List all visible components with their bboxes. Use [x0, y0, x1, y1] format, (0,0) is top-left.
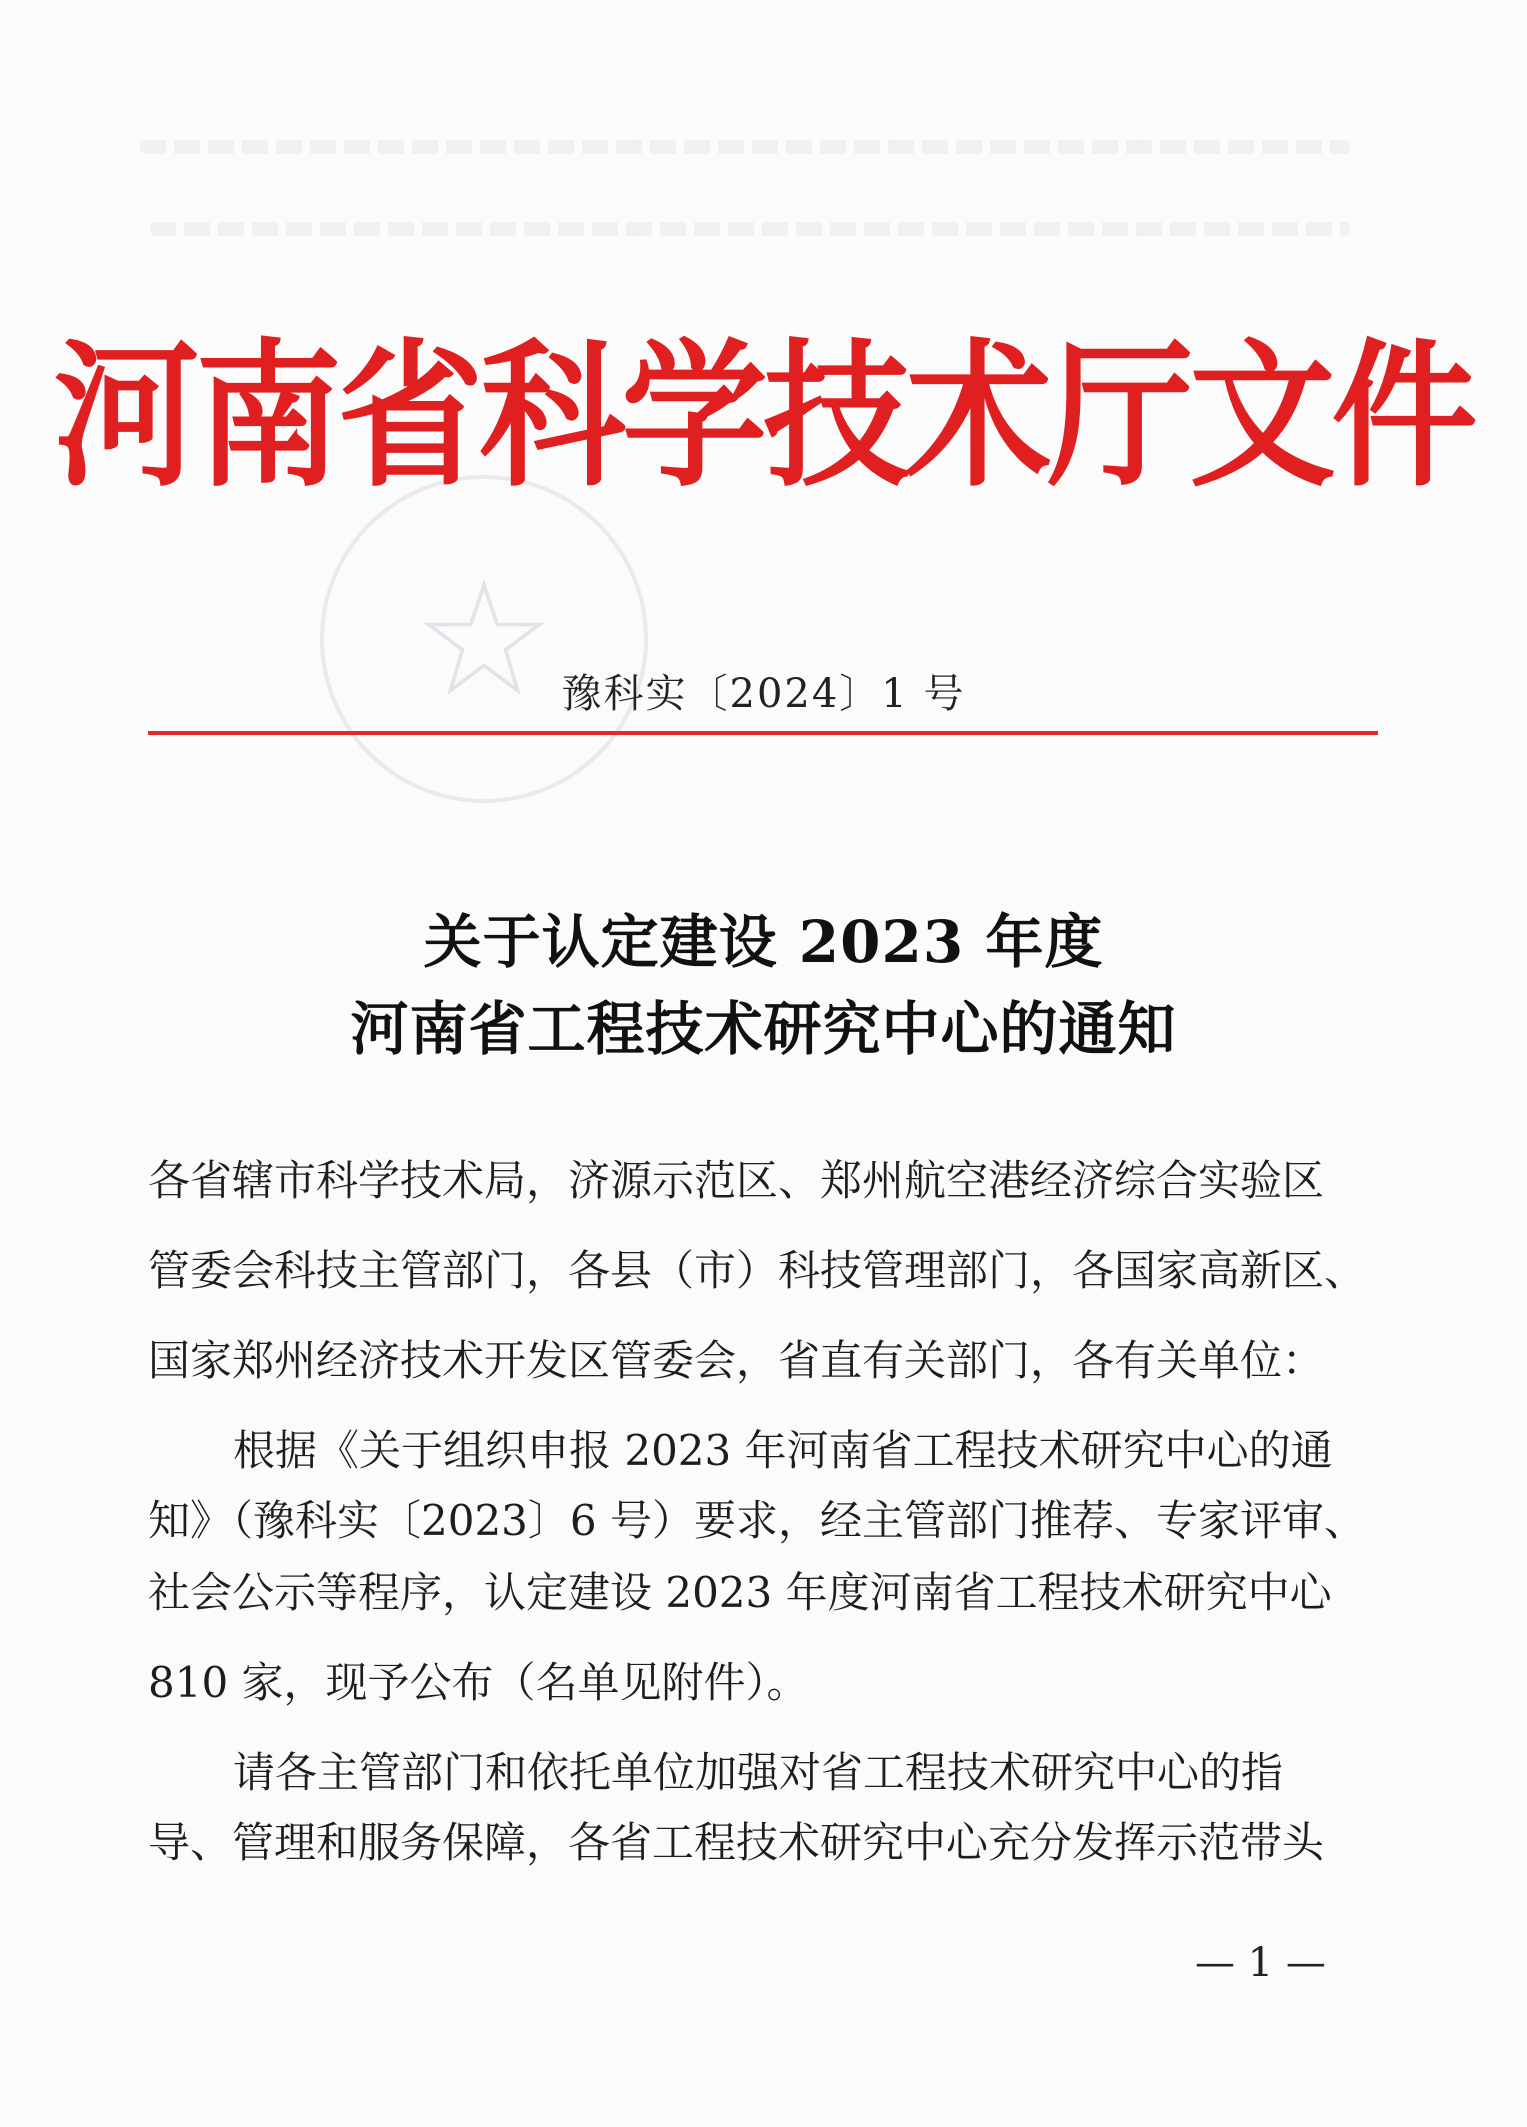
body-line: 根据《关于组织申报 2023 年河南省工程技术研究中心的通 — [233, 1426, 1333, 1475]
body-line: 知》（豫科实〔2023〕6 号）要求，经主管部门推荐、专家评审、 — [148, 1496, 1366, 1545]
masthead-title: 河南省科学技术厅文件 — [53, 325, 1474, 509]
notice-title-line-1: 关于认定建设 2023 年度 — [423, 908, 1104, 976]
page-number: — 1 — — [1195, 1940, 1326, 1986]
bleed-through-text — [140, 140, 1350, 154]
notice-title-line-2: 河南省工程技术研究中心的通知 — [350, 995, 1177, 1063]
body-line: 各省辖市科学技术局，济源示范区、郑州航空港经济综合实验区 — [148, 1156, 1325, 1205]
body-line: 导、管理和服务保障，各省工程技术研究中心充分发挥示范带头 — [148, 1818, 1325, 1867]
bleed-through-text — [150, 222, 1350, 236]
body-line: 810 家，现予公布（名单见附件）。 — [148, 1658, 809, 1707]
official-seal-icon — [320, 475, 648, 803]
body-line: 请各主管部门和依托单位加强对省工程技术研究中心的指 — [233, 1748, 1284, 1797]
body-line: 管委会科技主管部门，各县（市）科技管理部门，各国家高新区、 — [148, 1246, 1367, 1295]
body-line: 社会公示等程序，认定建设 2023 年度河南省工程技术研究中心 — [148, 1568, 1332, 1617]
body-line: 国家郑州经济技术开发区管委会，省直有关部门，各有关单位： — [148, 1336, 1325, 1385]
red-divider-rule — [148, 731, 1378, 735]
document-number: 豫科实〔2024〕1 号 — [561, 671, 966, 717]
